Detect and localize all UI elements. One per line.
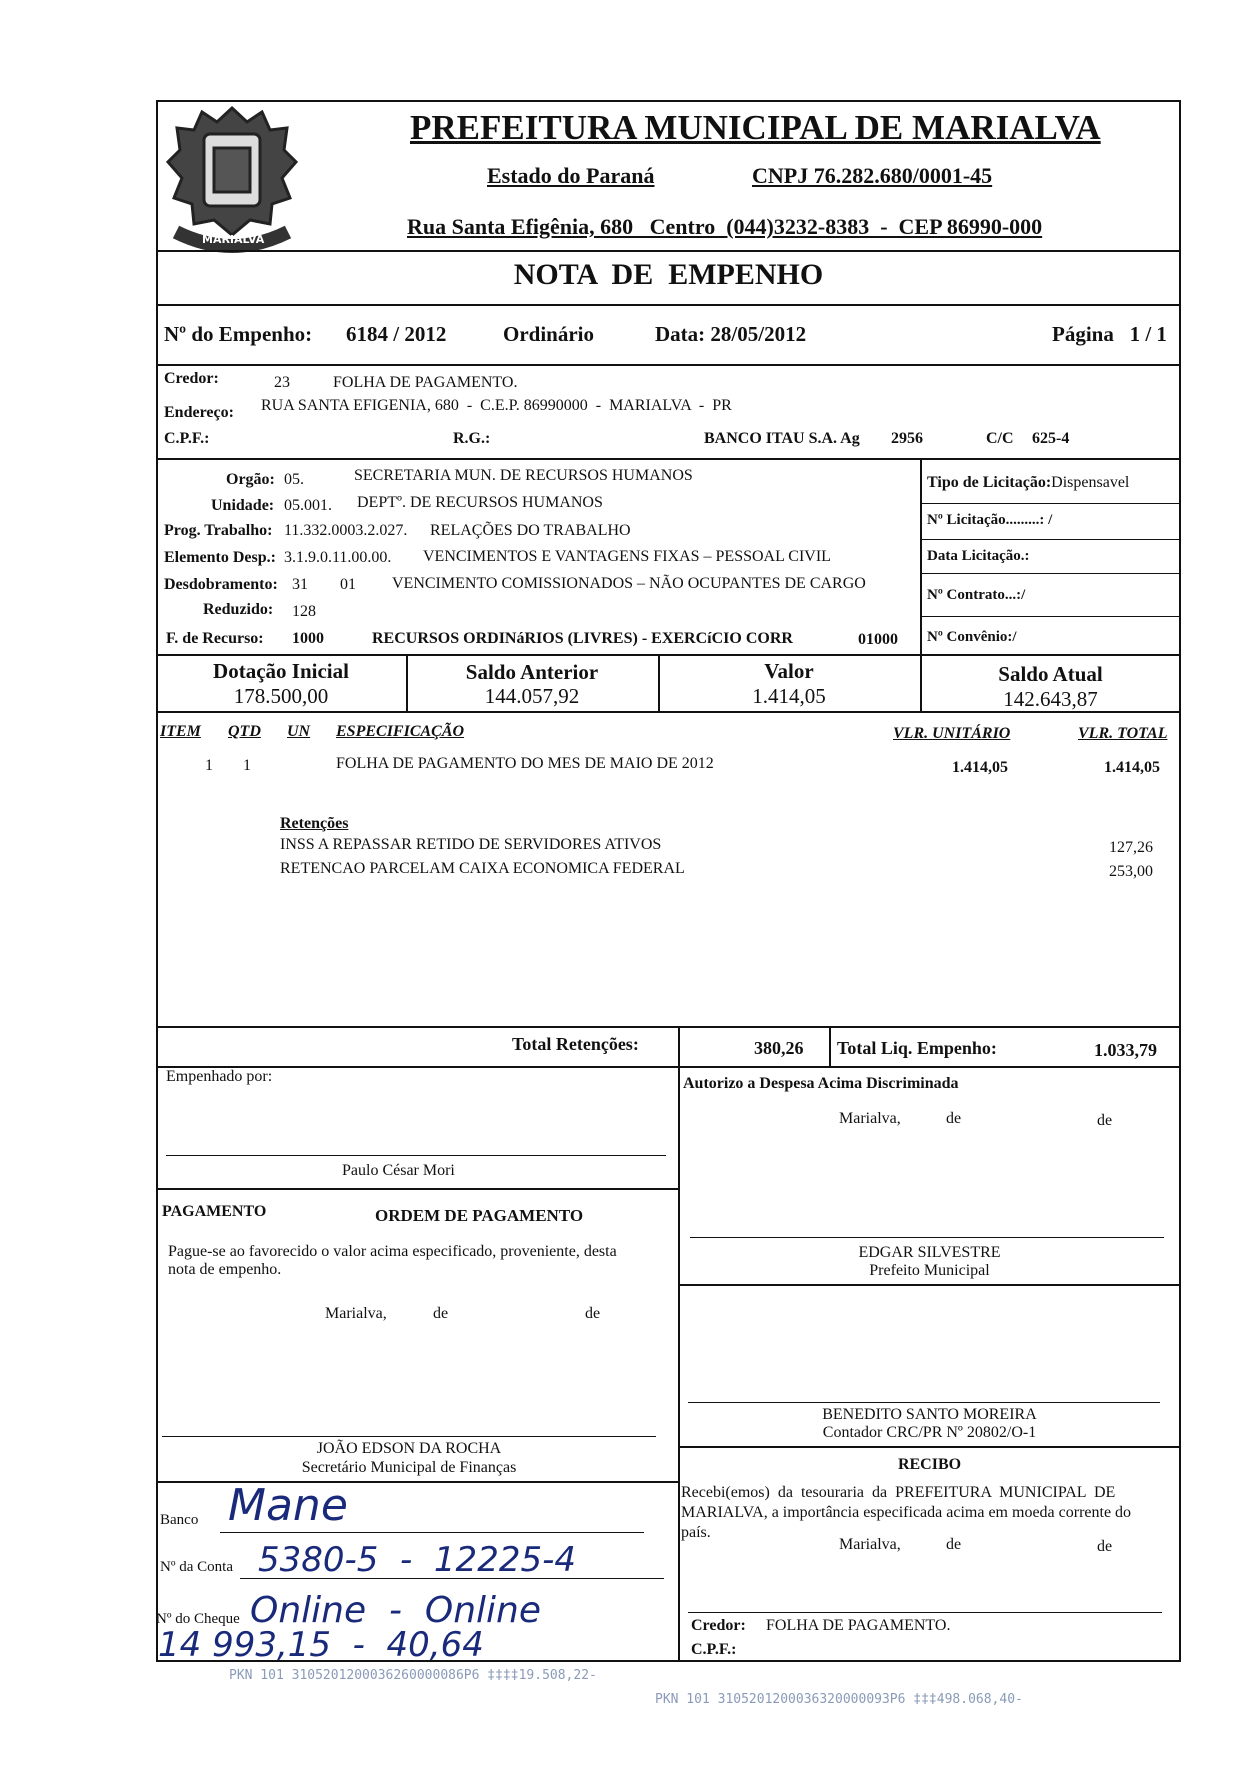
retencao-2-value: 253,00 <box>1109 863 1153 880</box>
col-vlr-unit: VLR. UNITÁRIO <box>893 725 1011 742</box>
desdob-label: Desdobramento: <box>164 576 278 593</box>
orgao-code: 05. <box>284 471 304 488</box>
contador-role: Contador CRC/PR Nº 20802/O-1 <box>822 1424 1037 1441</box>
empenho-date: Data: 28/05/2012 <box>655 322 807 346</box>
pagamento-label: PAGAMENTO <box>162 1203 267 1220</box>
autorizo-place: Marialva, <box>839 1110 901 1127</box>
state-name: Estado do Paraná <box>487 163 655 188</box>
cheque-label: Nº do Cheque <box>156 1611 240 1627</box>
conta-label: Nº da Conta <box>160 1559 233 1575</box>
recibo-text3: país. <box>681 1524 711 1541</box>
orgao-name: SECRETARIA MUN. DE RECURSOS HUMANOS <box>354 467 693 484</box>
licitacao-tipo-label: Tipo de Licitação:Dispensavel <box>927 474 1130 491</box>
ordem-label: ORDEM DE PAGAMENTO <box>375 1206 584 1225</box>
cheque-handwritten: Online - Online <box>250 1590 542 1631</box>
autorizo-de2: de <box>1097 1112 1113 1129</box>
pagamento-de2: de <box>585 1305 601 1322</box>
recibo-credor-value: FOLHA DE PAGAMENTO. <box>766 1617 951 1634</box>
desdob-name: VENCIMENTO COMISSIONADOS – NÃO OCUPANTES DE CARGO <box>392 575 866 592</box>
retencao-1-desc: INSS A REPASSAR RETIDO DE SERVIDORES ATIVOS <box>280 836 662 853</box>
elemento-code: 3.1.9.0.11.00.00. <box>284 549 392 566</box>
empenho-number: 6184 / 2012 <box>346 322 447 346</box>
reduzido-label: Reduzido: <box>203 601 274 618</box>
saldo-atual-value: 142.643,87 <box>1003 687 1098 711</box>
total-retencoes-value: 380,26 <box>754 1038 804 1058</box>
bank-stamp-1: PKN 101 3105201200036260000086P6 ‡‡‡‡19.508,22- <box>229 1668 597 1683</box>
bank-agency: 2956 <box>891 430 923 447</box>
cc-label: C/C <box>986 430 1014 447</box>
item-total: 1.414,05 <box>1104 759 1160 776</box>
pagamento-place: Marialva, <box>325 1305 387 1322</box>
municipality-title: PREFEITURA MUNICIPAL DE MARIALVA <box>410 108 1101 147</box>
contador-name: BENEDITO SANTO MOREIRA <box>822 1406 1037 1423</box>
pagamento-text2: nota de empenho. <box>168 1261 282 1278</box>
endereco-label: Endereço: <box>164 404 234 421</box>
recibo-de2: de <box>1097 1538 1113 1555</box>
recurso-label: F. de Recurso: <box>166 630 264 647</box>
contrato: Nº Contrato...:/ <box>927 587 1026 603</box>
recurso-code: 1000 <box>292 630 324 647</box>
orgao-label: Orgão: <box>226 471 275 488</box>
desdob-code2: 01 <box>340 576 356 593</box>
bank-stamp-2: PKN 101 3105201200036320000093P6 ‡‡‡498.068,40- <box>655 1692 1023 1707</box>
total-liquido-value: 1.033,79 <box>1094 1040 1157 1060</box>
recibo-credor-label: Credor: <box>691 1617 746 1634</box>
unidade-label: Unidade: <box>211 497 275 514</box>
licitacao-numero: Nº Licitação.........: / <box>927 512 1053 528</box>
bank-name: BANCO ITAU S.A. Ag <box>704 430 860 447</box>
empenho-label: Nº do Empenho: <box>164 322 313 346</box>
col-espec: ESPECIFICAÇÃO <box>336 723 465 740</box>
retencao-1-value: 127,26 <box>1109 839 1153 856</box>
recibo-title: RECIBO <box>897 1456 962 1473</box>
secretario-name: JOÃO EDSON DA ROCHA <box>316 1440 502 1457</box>
col-qtd: QTD <box>228 723 261 740</box>
reduzido-value: 128 <box>292 603 316 620</box>
banco-handwritten: Mane <box>228 1480 348 1531</box>
cc-value: 625-4 <box>1032 430 1070 447</box>
rg-label: R.G.: <box>453 430 491 447</box>
unidade-name: DEPTº. DE RECURSOS HUMANOS <box>357 494 603 511</box>
valor-value: 1.414,05 <box>752 684 826 708</box>
prefeito-name: EDGAR SILVESTRE <box>858 1244 1001 1261</box>
credor-name: FOLHA DE PAGAMENTO. <box>333 374 518 391</box>
total-liquido-label: Total Liq. Empenho: <box>837 1038 997 1058</box>
col-item: ITEM <box>160 723 201 740</box>
saldo-atual-label: Saldo Atual <box>998 662 1103 686</box>
recurso-code2: 01000 <box>858 631 898 648</box>
recibo-cpf-label: C.P.F.: <box>691 1641 737 1658</box>
credor-code: 23 <box>274 374 290 391</box>
prog-code: 11.332.0003.2.027. <box>284 522 408 539</box>
pagamento-text1: Pague-se ao favorecido o valor acima especificado, proveniente, desta <box>168 1243 617 1260</box>
dotacao-inicial-label: Dotação Inicial <box>213 659 349 683</box>
elemento-label: Elemento Desp.: <box>164 549 276 566</box>
banco-label: Banco <box>160 1512 199 1528</box>
credor-label: Credor: <box>164 370 219 387</box>
total-retencoes-label: Total Retenções: <box>512 1034 639 1054</box>
licitacao-data: Data Licitação.: <box>927 548 1030 564</box>
item-number: 1 <box>205 757 213 774</box>
valor-label: Valor <box>764 659 814 683</box>
item-unit: 1.414,05 <box>952 759 1008 776</box>
secretario-role: Secretário Municipal de Finanças <box>301 1459 517 1476</box>
extra-handwritten: 14 993,15 - 40,64 <box>158 1625 484 1665</box>
autorizo-label: Autorizo a Despesa Acima Discriminada <box>683 1075 959 1092</box>
col-vlr-total: VLR. TOTAL <box>1078 725 1168 742</box>
convenio: Nº Convênio:/ <box>927 629 1017 645</box>
page-number: Página 1 / 1 <box>1052 322 1167 346</box>
saldo-anterior-label: Saldo Anterior <box>465 660 599 684</box>
doc-title: NOTA DE EMPENHO <box>513 258 824 291</box>
empenhado-label: Empenhado por: <box>166 1068 273 1085</box>
prog-label: Prog. Trabalho: <box>164 522 273 539</box>
elemento-name: VENCIMENTOS E VANTAGENS FIXAS – PESSOAL CIVIL <box>423 548 831 565</box>
cpf-label: C.P.F.: <box>164 430 210 447</box>
item-espec: FOLHA DE PAGAMENTO DO MES DE MAIO DE 2012 <box>336 755 714 772</box>
cnpj: CNPJ 76.282.680/0001-45 <box>752 163 993 188</box>
empenho-type: Ordinário <box>503 322 595 346</box>
prog-name: RELAÇÕES DO TRABALHO <box>430 522 631 539</box>
autorizo-de1: de <box>946 1110 962 1127</box>
retencoes-title: Retenções <box>280 815 349 832</box>
desdob-code1: 31 <box>292 576 308 593</box>
recurso-name: RECURSOS ORDINáRIOS (LIVRES) - EXERCíCIO CORR <box>372 630 793 647</box>
unidade-code: 05.001. <box>284 497 332 514</box>
col-un: UN <box>287 723 311 740</box>
recibo-text2: MARIALVA, a importância especificada acima em moeda corrente do <box>681 1504 1132 1521</box>
recibo-place: Marialva, <box>839 1536 901 1553</box>
item-qtd: 1 <box>243 757 251 774</box>
recibo-text1: Recebi(emos) da tesouraria da PREFEITURA MUNICIPAL DE <box>681 1484 1116 1501</box>
city-seal <box>162 100 302 260</box>
licitacao-tipo: Dispensavel <box>1051 474 1130 491</box>
empenhado-name: Paulo César Mori <box>342 1162 455 1179</box>
pagamento-de1: de <box>433 1305 449 1322</box>
header-address: Rua Santa Efigênia, 680 Centro (044)3232-8383 - CEP 86990-000 <box>407 214 1043 239</box>
conta-handwritten: 5380-5 - 12225-4 <box>258 1540 576 1580</box>
retencao-2-desc: RETENCAO PARCELAM CAIXA ECONOMICA FEDERAL <box>280 860 685 877</box>
saldo-anterior-value: 144.057,92 <box>484 684 580 708</box>
prefeito-role: Prefeito Municipal <box>869 1262 990 1279</box>
dotacao-inicial-value: 178.500,00 <box>233 684 329 708</box>
endereco-value: RUA SANTA EFIGENIA, 680 - C.E.P. 86990000 - MARIALVA - PR <box>261 397 732 414</box>
seal-text: MARIALVA <box>202 233 265 246</box>
recibo-de1: de <box>946 1536 962 1553</box>
